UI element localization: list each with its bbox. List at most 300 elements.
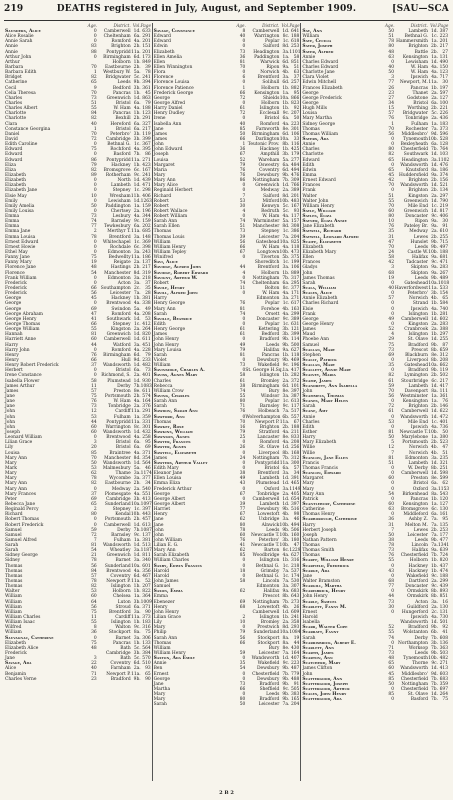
entry-page: 243 <box>142 250 151 256</box>
entry-name: Richard <box>5 512 23 518</box>
entry-name: Emma <box>153 594 168 600</box>
entry-name: Sawyers, Arthur Valley <box>153 460 208 466</box>
entry-page: 128 <box>439 142 449 148</box>
entry-age: 44 <box>388 594 395 600</box>
entry-page: 121 <box>290 327 300 333</box>
entry-page: 264 <box>142 327 151 333</box>
entry-page: 622 <box>439 409 449 415</box>
entry-volume: 9b. <box>282 681 290 687</box>
entry-age: 2 <box>242 615 246 621</box>
entry-volume: 3a. <box>282 296 290 302</box>
entry-volume: 6a. <box>431 100 439 106</box>
entry-name: Annie <box>302 54 316 60</box>
entry-district: Kingston <box>110 327 131 333</box>
entry-age: 0 <box>242 188 246 194</box>
entry-age: 26 <box>239 445 246 451</box>
entry-age: 0 <box>93 39 97 45</box>
entry-page: 380 <box>439 435 449 441</box>
entry-district: Southwark <box>106 316 131 322</box>
entry-volume: 1b. <box>431 311 439 317</box>
entry-district: Barnet <box>115 635 131 641</box>
entry-volume: 5a. <box>282 219 290 225</box>
entry-page: 1084 <box>289 630 301 636</box>
entry-age: 60 <box>91 429 97 435</box>
entry-page: 340 <box>142 558 151 564</box>
entry-name: John Henry <box>302 594 328 600</box>
entry-name: Scarborough, Catherine <box>302 517 358 523</box>
entry-volume: 3a. <box>133 476 141 482</box>
entry-district: Salford <box>263 193 280 199</box>
entry-district: Brighton <box>111 44 131 50</box>
entry-age: 0 <box>242 275 246 281</box>
entry-age: 1 <box>242 85 246 91</box>
entry-name: William Isaac <box>5 620 35 626</box>
entry-age: 57 <box>388 111 395 117</box>
entry-name: Frank William <box>5 275 37 281</box>
entry-district: Melton M. <box>404 522 429 528</box>
entry-district: Stockport <box>108 630 131 636</box>
entry-age: 0 <box>93 373 97 379</box>
entry-age: 0 <box>242 450 246 456</box>
entry-district: Camberwell <box>401 471 429 477</box>
entry-name: William Charles <box>153 558 190 564</box>
entry-name: Thomas Louis <box>153 234 185 240</box>
entry-district: Brentwood <box>106 301 131 307</box>
entry-age: 80 <box>239 522 246 528</box>
entry-age: 0 <box>391 609 395 615</box>
entry-age: 65 <box>91 80 97 86</box>
entry-volume: 9a. <box>282 589 290 595</box>
entry-page: 618 <box>290 39 300 45</box>
entry-district: Wareham <box>258 157 280 163</box>
entry-district: Bexhill <box>115 116 131 122</box>
entry-district: Gateshead <box>404 280 429 286</box>
entry-age: 0 <box>93 178 97 184</box>
entry-name: Lily <box>5 445 14 451</box>
entry-name: Mary Elizabeth <box>302 440 337 446</box>
entry-name: Mary Ann <box>153 306 176 312</box>
entry-district: Brighton <box>408 188 429 194</box>
entry-name: Mary Louisa <box>153 347 182 353</box>
entry-district: Bridgwater <box>105 75 131 81</box>
entry-name: Elizabeth <box>302 244 324 250</box>
entry-name: Sarah <box>153 702 167 708</box>
entry-district: Newport P. <box>254 419 280 425</box>
entry-page: 487 <box>290 666 300 672</box>
entry-volume: 11a. <box>131 157 141 163</box>
entry-name: Saxton, Ada Emily <box>153 656 195 662</box>
entry-page: 76 <box>442 399 449 405</box>
entry-name: George Albert <box>153 496 186 502</box>
entry-district: Teutonic Prov. <box>247 142 280 148</box>
entry-page: 101 <box>290 383 300 389</box>
entry-name: James Arthur <box>5 383 35 389</box>
entry-name: Winifred <box>153 255 173 261</box>
entry-name: Emma <box>5 219 20 225</box>
entry-name: Thomas <box>5 573 23 579</box>
entry-volume: 4b. <box>431 445 439 451</box>
entry-age: 70 <box>91 90 97 96</box>
entry-page: 397 <box>142 507 151 513</box>
entry-name: Herbert Joseph <box>302 527 337 533</box>
entry-age: 50 <box>91 460 97 466</box>
entry-page: 361 <box>142 85 151 91</box>
entry-district: Shields <box>263 95 280 101</box>
entry-age: 26 <box>388 85 395 91</box>
entry-volume: 11b. <box>130 193 141 199</box>
entry-volume: 1b. <box>431 301 439 307</box>
entry-page: 375 <box>290 255 300 261</box>
entry-name: Scarratt, Fanny <box>302 630 339 636</box>
entry-name: Scattergood, Ada <box>302 697 342 703</box>
entry-volume: 9b. <box>431 275 439 281</box>
entry-district: Lambeth <box>408 383 429 389</box>
entry-volume: 5c. <box>282 203 290 209</box>
entry-name: Frances <box>302 260 321 266</box>
entry-page: 533 <box>439 286 449 292</box>
entry-district: Uxbridge <box>258 517 280 523</box>
entry-volume: 3a. <box>133 280 141 286</box>
entry-page: 160 <box>290 532 300 538</box>
entry-age: 0 <box>242 100 246 106</box>
entry-page: 584 <box>439 301 449 307</box>
entry-volume: 1a. <box>282 368 290 374</box>
entry-volume: 1b. <box>133 59 141 65</box>
entry-age: 4 <box>242 208 246 214</box>
entry-page: 133 <box>142 640 151 646</box>
entry-age: 44 <box>239 265 246 271</box>
entry-name: Edith Mary <box>153 465 179 471</box>
entry-name: Rebecca <box>153 383 173 389</box>
entry-name: Scarisbrick, Henry <box>302 589 346 595</box>
entry-page: 211 <box>290 429 300 435</box>
entry-district: Luton <box>117 599 131 605</box>
entry-volume: 3b. <box>282 152 290 158</box>
entry-page: 471 <box>439 260 449 266</box>
entry-page: 423 <box>142 162 151 168</box>
entry-name: Thomas <box>5 568 23 574</box>
entry-page: 177 <box>439 532 449 538</box>
entry-district: Bradford <box>408 368 429 374</box>
entry-page: 354 <box>142 455 151 461</box>
entry-age: 56 <box>239 239 246 245</box>
entry-page: 369 <box>142 239 151 245</box>
entry-volume: 2a. <box>431 95 439 101</box>
entry-page: 298 <box>142 188 151 194</box>
entry-page: 58 <box>293 54 300 60</box>
entry-volume: 1d. <box>431 414 439 420</box>
entry-district: Chesterfield <box>400 553 429 559</box>
entry-volume: 4a. <box>282 121 290 127</box>
entry-volume: 4a. <box>282 440 290 446</box>
entry-volume: 7b. <box>133 527 141 533</box>
entry-age: 54 <box>91 270 97 276</box>
entry-age: 61 <box>388 409 395 415</box>
entry-volume: 3b. <box>431 640 439 646</box>
entry-age: 48 <box>91 645 97 651</box>
entry-volume: 7b. <box>431 635 439 641</box>
entry-volume: 9b. <box>133 80 141 86</box>
entry-name: Savidge, Alfred John <box>153 265 202 271</box>
entry-volume: 1b. <box>133 584 141 590</box>
entry-page: 119 <box>439 368 449 374</box>
entry-volume: 1c. <box>282 399 290 405</box>
entry-name: Robert Frederick <box>5 522 44 528</box>
entry-district: Camberwell <box>401 316 429 322</box>
entry-district: Bexleyheath <box>400 142 429 148</box>
entry-name: Florence Jane <box>5 265 36 271</box>
entry-name: John William <box>153 537 182 543</box>
entry-name: Lilian Grace <box>5 440 33 446</box>
entry-age: 0 <box>93 635 97 641</box>
entry-page: 127 <box>439 95 449 101</box>
entry-age: 64 <box>91 599 97 605</box>
entry-age: 55 <box>91 327 97 333</box>
entry-age: 74 <box>239 280 246 286</box>
entry-page: 226 <box>439 111 449 117</box>
entry-district: Alnwick <box>261 522 280 528</box>
entry-district: Holbeach <box>258 409 280 415</box>
entry-district: Lewes <box>413 527 429 533</box>
entry-age: 79 <box>91 162 97 168</box>
entry-age: 41 <box>239 543 246 549</box>
entry-district: Thanet <box>412 90 429 96</box>
entry-volume: 8c. <box>282 34 290 40</box>
entry-volume: 2b. <box>431 106 439 112</box>
entry-age: 23 <box>91 676 97 682</box>
entry-volume: 4a. <box>133 214 141 220</box>
entry-name: Nathan Pattern <box>302 537 337 543</box>
entry-age: 7 <box>391 450 395 456</box>
entry-age: 76 <box>239 172 246 178</box>
entry-name: Edith Caroline <box>5 142 38 148</box>
entry-age: 48 <box>91 265 97 271</box>
entry-age: 1 <box>93 126 97 132</box>
entry-page: 344 <box>142 214 151 220</box>
entry-district: St. Olave <box>407 337 429 343</box>
entry-district: Brighton <box>259 424 280 430</box>
entry-page: 557 <box>290 414 300 420</box>
entry-district: Birmingham <box>251 383 280 389</box>
entry-volume: 1d. <box>431 409 439 415</box>
entry-page: 425 <box>290 147 300 153</box>
entry-age: 82 <box>91 116 97 122</box>
entry-page: 457 <box>142 517 151 523</box>
entry-page: 417 <box>439 383 449 389</box>
entry-district: Ipswich <box>410 75 429 81</box>
entry-name: Elizabeth Alice <box>5 645 39 651</box>
entry-district: Brentwood <box>106 568 131 574</box>
entry-district: Romford <box>111 311 131 317</box>
entry-district: Manchester <box>252 224 280 230</box>
entry-page: 528 <box>439 136 449 142</box>
entry-age: 9 <box>93 85 97 91</box>
page-title: DEATHS registered in July, August, and September 1909. <box>56 4 357 14</box>
entry-age: 23 <box>388 90 395 96</box>
entry-district: Battle <box>414 49 429 55</box>
entry-district: Prescot <box>262 594 280 600</box>
entry-district: Coventry <box>259 167 280 173</box>
entry-name: John <box>5 419 16 425</box>
entry-name: Scanlon, Jane Ellen <box>302 455 349 461</box>
entry-district: W. Ham <box>262 214 280 220</box>
entry-page: 123 <box>142 111 151 117</box>
entry-district: Preston <box>113 388 131 394</box>
entry-name: Willie <box>302 445 315 451</box>
entry-volume: 9b. <box>282 527 290 533</box>
entry-district: Rochdale <box>110 244 131 250</box>
entry-district: Brentford <box>257 75 280 81</box>
entry-volume: 5a. <box>282 157 290 163</box>
entry-district: Nottingham <box>401 681 429 687</box>
register-column <box>152 23 301 781</box>
entry-name: George Alfred <box>153 100 186 106</box>
entry-volume: 1d. <box>133 316 141 322</box>
entry-district: Bradford <box>259 337 280 343</box>
entry-page: 154 <box>439 291 449 297</box>
entry-age: 24 <box>239 455 246 461</box>
entry-name: Harry <box>5 342 19 348</box>
entry-volume: 2b. <box>431 188 439 194</box>
entry-age: 0 <box>93 198 97 204</box>
entry-district: St. George H.Sq. <box>245 368 283 374</box>
entry-page: 47 <box>293 543 300 549</box>
entry-name: Frank <box>302 188 316 194</box>
entry-age: 58 <box>388 255 395 261</box>
entry-page: 264 <box>439 692 449 698</box>
entry-volume: 1c. <box>134 239 141 245</box>
entry-district: Peterbro' <box>110 131 131 137</box>
entry-district: Rochford <box>110 147 131 153</box>
entry-page: 817 <box>439 208 449 214</box>
entry-page: 165 <box>290 697 300 703</box>
entry-age: 65 <box>91 501 97 507</box>
entry-name: William <box>5 604 22 610</box>
entry-volume: 9a. <box>431 219 439 225</box>
entry-name: Florence Patience <box>153 85 194 91</box>
entry-age: 50 <box>91 203 97 209</box>
entry-page: 156 <box>439 178 449 184</box>
entry-district: Pontypridd <box>106 157 131 163</box>
entry-age: 74 <box>91 219 97 225</box>
entry-name: William <box>153 645 171 651</box>
entry-district: Hackney <box>111 162 131 168</box>
entry-volume: 9b. <box>282 358 290 363</box>
entry-district: Hunslet <box>410 239 429 245</box>
entry-age: 0 <box>242 573 246 579</box>
entry-volume: 1c. <box>282 322 290 328</box>
entry-age: 45 <box>388 671 395 677</box>
entry-age: 0 <box>391 589 395 595</box>
entry-volume: 3b. <box>133 651 141 657</box>
entry-volume: 5a. <box>133 465 141 471</box>
entry-age: 56 <box>91 563 97 569</box>
entry-district: Wolstanton <box>403 630 429 636</box>
entry-name: Margaret <box>153 162 175 168</box>
entry-district: Coventry <box>110 573 131 579</box>
entry-page: 221 <box>439 106 449 112</box>
entry-page: 173 <box>142 54 151 60</box>
entry-volume: 8b. <box>431 594 439 600</box>
entry-volume: 6a. <box>133 604 141 610</box>
entry-name: Scarton, Ann <box>302 656 333 662</box>
entry-volume: 6d. <box>133 54 141 60</box>
entry-district: Halifax <box>412 548 429 554</box>
entry-district: Ashby Z. <box>408 517 429 523</box>
entry-district: Bury <box>268 388 280 394</box>
entry-page: 174 <box>290 573 300 579</box>
entry-page: 465 <box>290 481 300 487</box>
entry-volume: 11a. <box>131 229 141 235</box>
entry-volume: 3a. <box>431 455 439 461</box>
entry-volume: 4a. <box>282 291 290 297</box>
entry-name: Jane Elizabeth <box>302 224 335 230</box>
entry-district: W. Ham <box>113 399 131 405</box>
entry-age: 55 <box>388 558 395 564</box>
entry-volume: 8d. <box>282 44 290 50</box>
entry-volume: 8b. <box>431 465 439 471</box>
entry-district: Bristol <box>115 126 131 132</box>
entry-name: Mary Frances <box>5 491 36 497</box>
entry-age: 19 <box>91 260 97 266</box>
entry-volume: 2a. <box>133 327 141 333</box>
entry-name: Ellen Amelia <box>153 54 182 60</box>
entry-district: Holborn <box>112 589 131 595</box>
entry-name: Scally, Patrick <box>302 358 337 363</box>
entry-volume: 8c. <box>282 548 290 554</box>
entry-name: Scargill, Martha <box>302 584 342 590</box>
entry-age: 66 <box>91 358 97 363</box>
entry-page: 117 <box>290 214 300 220</box>
entry-age: 0 <box>242 368 246 374</box>
entry-page: 363 <box>439 645 449 651</box>
entry-district: Worthing <box>407 106 429 112</box>
entry-district: Coventry <box>110 661 131 667</box>
entry-name: James <box>302 327 316 333</box>
entry-volume: 8b. <box>282 142 290 148</box>
entry-page: 930 <box>142 378 151 384</box>
entry-district: Bradford <box>408 342 429 348</box>
entry-volume: 9d. <box>133 358 141 363</box>
entry-name: Constance Georgina <box>5 126 51 132</box>
entry-district: Wandsworth <box>400 666 429 672</box>
entry-district: Leicester <box>258 651 280 657</box>
entry-age: 83 <box>91 44 97 50</box>
entry-name: Ellen <box>302 255 314 261</box>
entry-district: Blackburn <box>405 352 429 358</box>
entry-page: 610 <box>439 229 449 235</box>
entry-page: 477 <box>439 537 449 543</box>
entry-volume: 5c. <box>134 75 141 81</box>
entry-district: W. Ham <box>410 64 429 70</box>
entry-age: 61 <box>239 378 246 384</box>
entry-name: John <box>153 142 164 148</box>
entry-page: 27 <box>442 49 449 55</box>
entry-district: Bristol <box>115 445 131 451</box>
entry-name: Elizabeth <box>5 172 26 178</box>
entry-volume: 7a. <box>282 234 290 240</box>
entry-volume: 10b. <box>279 198 290 204</box>
entry-age: 66 <box>91 286 97 292</box>
entry-name: Samuel <box>153 584 171 590</box>
entry-page: 627 <box>290 347 300 353</box>
entry-age: 63 <box>388 507 395 513</box>
entry-page: 683 <box>439 676 449 682</box>
entry-name: Mary Martha <box>302 116 332 122</box>
entry-name: Gladys <box>302 265 318 271</box>
entry-district: Skipton <box>410 270 429 276</box>
entry-age: 55 <box>388 198 395 204</box>
